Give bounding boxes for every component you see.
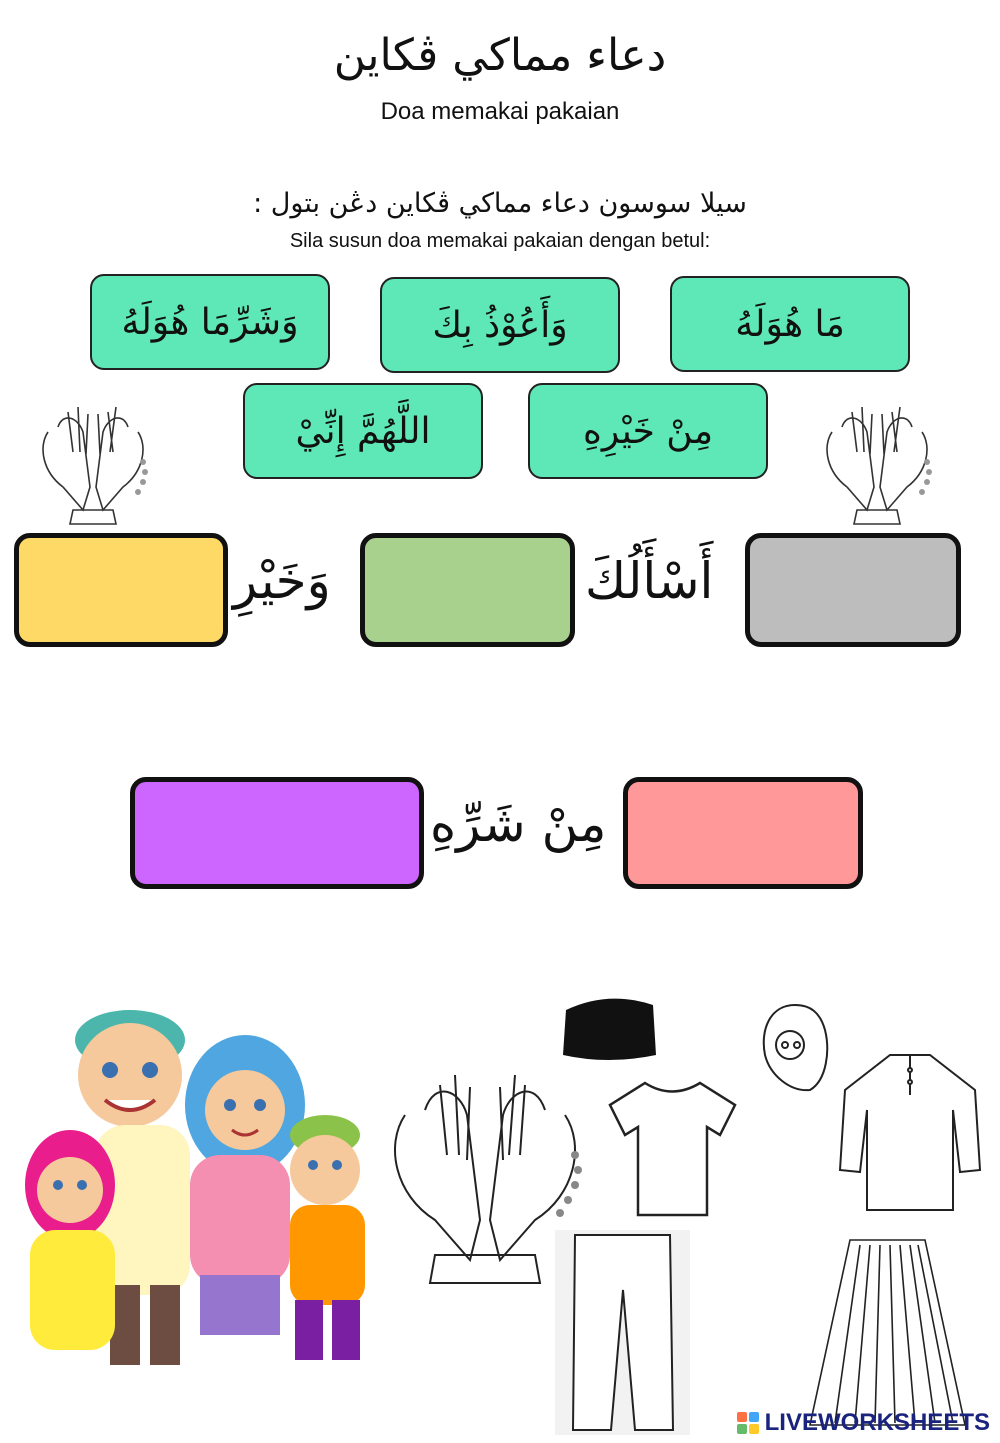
fixed-word-wa-khairi: وَخَيْرِ (233, 552, 331, 610)
instruction-rumi: Sila susun doa memakai pakaian dengan betul: (289, 230, 711, 252)
fixed-word-asaluka: أَسْأَلُكَ (585, 552, 714, 610)
word-card-wa-sharri-ma-huwa-lahu[interactable]: وَشَرِّمَا هُوَلَهُ (90, 274, 330, 370)
drop-box-2[interactable] (360, 533, 575, 647)
tudung-icon (755, 1000, 835, 1095)
songkok-icon (558, 990, 663, 1070)
family-illustration (10, 985, 410, 1385)
trousers-icon (555, 1230, 690, 1435)
drop-box-5[interactable] (130, 777, 424, 889)
drop-box-3[interactable] (14, 533, 228, 647)
word-card-ma-huwa-lahu[interactable]: مَا هُوَلَهُ (670, 276, 910, 372)
drop-box-1[interactable] (745, 533, 961, 647)
word-card-allahumma-inni[interactable]: اللَّهُمَّ إِنِّيْ (243, 383, 483, 479)
praying-hands-icon-left (28, 392, 158, 527)
instruction-jawi: سيلا سوسون دعاء مماكي ڤكاين دڠن بتول : (253, 188, 747, 219)
praying-hands-icon-right (812, 392, 942, 527)
word-card-min-khairihi[interactable]: مِنْ خَيْرِهِ (528, 383, 768, 479)
brand-label: LIVEWORKSHEETS (764, 1409, 990, 1436)
drop-box-4[interactable] (623, 777, 863, 889)
baju-melayu-icon (835, 1050, 985, 1215)
page-title-jawi: دعاء مماكي ڤكاين (333, 30, 667, 81)
liveworksheets-brand[interactable] (737, 1409, 990, 1437)
page-title-rumi: Doa memakai pakaian (380, 98, 620, 125)
t-shirt-icon (605, 1075, 740, 1220)
fixed-word-min-sharrihi: مِنْ شَرِّهِ (430, 795, 607, 853)
skirt-icon (805, 1235, 970, 1430)
word-card-wa-audhu-bika[interactable]: وَأَعُوْذُ بِكَ (380, 277, 620, 373)
liveworksheets-logo-icon (737, 1412, 759, 1434)
